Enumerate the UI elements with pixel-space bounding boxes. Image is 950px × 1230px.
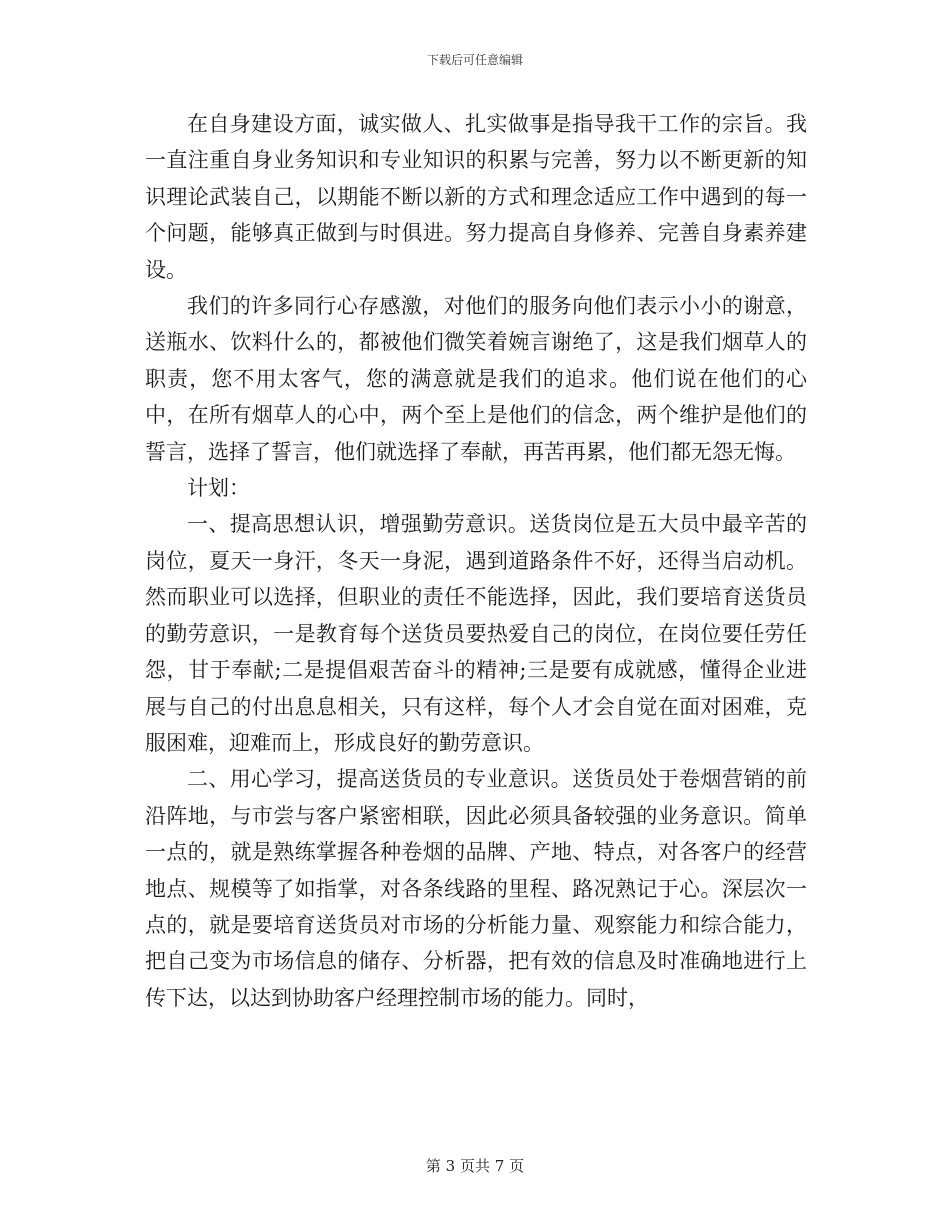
- page-number: 第 3 页共 7 页: [425, 1157, 525, 1175]
- paragraph-plan-item-2: 二、用心学习，提高送货员的专业意识。送货员处于卷烟营销的前沿阵地，与市尝与客户紧密相联，因此必须具备较强的业务意识。简单一点的，就是熟练掌握各种卷烟的品牌、产地、特点，对各客户的经营地点、规模等了如指掌，对各条线路的里程、路况熟记于心。深层次一点的，就是要培育送货员对市场的分析能力量、观察能力和综合能力，把自己变为市场信息的储存、分析器，把有效的信息及时准确地进行上传下达，以达到协助客户经理控制市场的能力。同时，: [145, 767, 807, 1010]
- page-header: 下载后可任意编辑: [426, 53, 523, 67]
- paragraph-self-building: 在自身建设方面，诚实做人、扎实做事是指导我干工作的宗旨。我一直注重自身业务知识和专业知识的积累与完善，努力以不断更新的知识理论武装自己，以期能不断以新的方式和理念适应工作中遇到的每一个问题，能够真正做到与时俱进。努力提高自身修养、完善自身素养建设。: [145, 112, 807, 282]
- document-body: [145, 106, 807, 1016]
- paragraph-plan-item-1: 一、提高思想认识，增强勤劳意识。送货岗位是五大员中最辛苦的岗位，夏天一身汗，冬天一身泥，遇到道路条件不好，还得当启动机。然而职业可以选择，但职业的责任不能选择，因此，我们要培育送货员的勤劳意识，一是教育每个送货员要热爱自己的岗位，在岗位要任劳任怨，甘于奉献;二是提倡艰苦奋斗的精神;三是要有成就感，懂得企业进展与自己的付出息息相关，只有这样，每个人才会自觉在面对困难，克服困难，迎难而上，形成良好的勤劳意识。: [145, 512, 807, 755]
- paragraph-plan-heading: 计划：: [187, 476, 250, 501]
- paragraph-gratitude: 我们的许多同行心存感激，对他们的服务向他们表示小小的谢意，送瓶水、饮料什么的，都被他们微笑着婉言谢绝了，这是我们烟草人的职责，您不用太客气，您的满意就是我们的追求。他们说在他们的心中，在所有烟草人的心中，两个至上是他们的信念，两个维护是他们的誓言，选择了誓言，他们就选择了奉献，再苦再累，他们都无怨无悔。: [145, 294, 807, 464]
